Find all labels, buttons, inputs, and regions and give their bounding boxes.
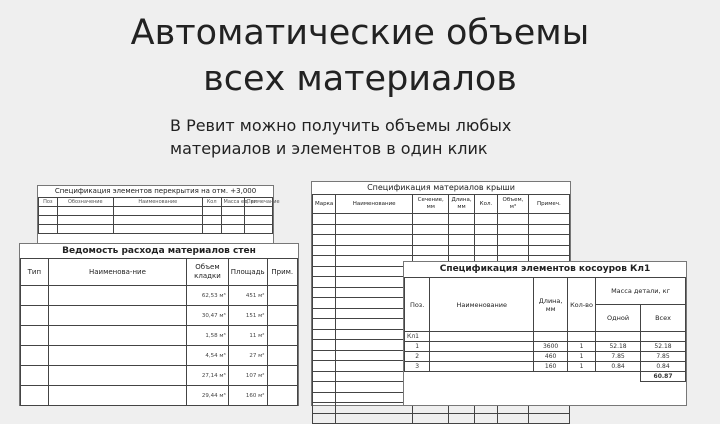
table-header-cell: Поз	[39, 198, 58, 207]
table-header-cell: Поз.	[405, 278, 430, 332]
table-row	[405, 342, 686, 352]
table-header-cell: Площадь	[228, 259, 267, 286]
volume-cell: 1,58 м³	[187, 326, 229, 346]
table-row	[405, 362, 686, 372]
table-header-cell: Наименование	[336, 195, 413, 214]
table-header-cell: Масса ед. кг	[221, 198, 244, 207]
table-row	[405, 352, 686, 362]
group-label: Кл1	[405, 332, 430, 342]
table-header-row	[21, 259, 298, 286]
walls-statement-table	[20, 258, 298, 406]
slide-title-line-2: всех материалов	[203, 59, 517, 99]
qty-cell: 1	[567, 342, 595, 352]
table-header-cell: Наименова-ние	[48, 259, 187, 286]
area-cell: 451 м²	[228, 286, 267, 306]
table-header-cell: Примеч.	[528, 195, 569, 214]
table-row	[21, 326, 298, 346]
table-header-cell: Обозначение	[57, 198, 113, 207]
table-row	[39, 216, 273, 225]
table-row	[313, 214, 570, 225]
slide-subtitle-line-2: материалов и элементов в один клик	[170, 139, 488, 158]
volume-cell: 62,53 м³	[187, 286, 229, 306]
table-header-cell: Примечание	[244, 198, 272, 207]
mass-all-cell: 52.18	[641, 342, 686, 352]
slide-subtitle	[170, 114, 650, 160]
mass-one-cell: 7.85	[596, 352, 641, 362]
qty-cell: 1	[567, 352, 595, 362]
area-cell: 27 м²	[228, 346, 267, 366]
walls-statement-sheet	[20, 244, 298, 405]
volume-cell: 4,54 м³	[187, 346, 229, 366]
area-cell: 107 м²	[228, 366, 267, 386]
table-header-cell: Кол-во	[567, 278, 595, 332]
volume-cell: 27,14 м³	[187, 366, 229, 386]
slide-subtitle-line-1: В Ревит можно получить объемы любых	[170, 116, 512, 135]
table-row	[313, 413, 570, 424]
pos-cell: 3	[405, 362, 430, 372]
slide-title-line-1: Автоматические объемы	[130, 13, 590, 53]
table-header-cell: Длина, мм	[534, 278, 568, 332]
area-cell: 11 м²	[228, 326, 267, 346]
area-cell: 151 м²	[228, 306, 267, 326]
table-header-row	[405, 278, 686, 305]
stringers-spec-sheet	[404, 262, 686, 405]
mass-one-cell: 0.84	[596, 362, 641, 372]
length-cell: 3600	[534, 342, 568, 352]
table-row	[313, 224, 570, 235]
pos-cell: 2	[405, 352, 430, 362]
slab-spec-table	[38, 197, 280, 234]
roof-spec-title: Спецификация материалов крыши	[367, 183, 515, 192]
slab-spec-sheet	[38, 186, 280, 246]
area-cell: 160 м²	[228, 386, 267, 406]
table-row	[21, 386, 298, 406]
slide-title	[0, 10, 720, 102]
table-row	[21, 346, 298, 366]
slab-spec-title: Спецификация элементов перекрытия на отм. +3,000	[54, 187, 257, 195]
table-total-row	[405, 372, 686, 382]
table-row	[313, 245, 570, 256]
table-row	[21, 286, 298, 306]
table-header-cell: Сечение, мм	[413, 195, 449, 214]
table-header-cell: Объем, м³	[498, 195, 529, 214]
stringers-spec-title: Спецификация элементов косоуров Кл1	[439, 264, 651, 274]
table-group-row	[405, 332, 686, 342]
table-header-row	[313, 195, 570, 214]
table-header-cell: Кол	[202, 198, 221, 207]
mass-all-cell: 0.84	[641, 362, 686, 372]
table-header-cell: Марка	[313, 195, 336, 214]
table-subheader-cell: Одной	[596, 305, 641, 332]
table-header-cell: Кол.	[474, 195, 497, 214]
table-subheader-cell: Всех	[641, 305, 686, 332]
table-row	[39, 225, 273, 234]
length-cell: 460	[534, 352, 568, 362]
table-header-row	[39, 198, 273, 207]
mass-total-cell: 60.87	[641, 372, 686, 382]
walls-statement-title: Ведомость расхода материалов стен	[62, 246, 256, 256]
table-header-cell: Объем кладки	[187, 259, 229, 286]
mass-one-cell: 52.18	[596, 342, 641, 352]
mass-all-cell: 7.85	[641, 352, 686, 362]
length-cell: 160	[534, 362, 568, 372]
pos-cell: 1	[405, 342, 430, 352]
table-row	[39, 207, 273, 216]
table-header-cell: Прим.	[267, 259, 297, 286]
table-row	[21, 306, 298, 326]
table-row	[21, 366, 298, 386]
stringers-spec-table	[404, 277, 686, 382]
table-header-cell: Масса детали, кг	[596, 278, 686, 305]
table-header-cell: Наименование	[430, 278, 534, 332]
volume-cell: 29,44 м³	[187, 386, 229, 406]
table-header-cell: Длина, мм	[449, 195, 475, 214]
table-header-cell: Наименование	[113, 198, 202, 207]
table-row	[313, 235, 570, 246]
qty-cell: 1	[567, 362, 595, 372]
table-header-cell: Тип	[21, 259, 49, 286]
volume-cell: 30,47 м³	[187, 306, 229, 326]
